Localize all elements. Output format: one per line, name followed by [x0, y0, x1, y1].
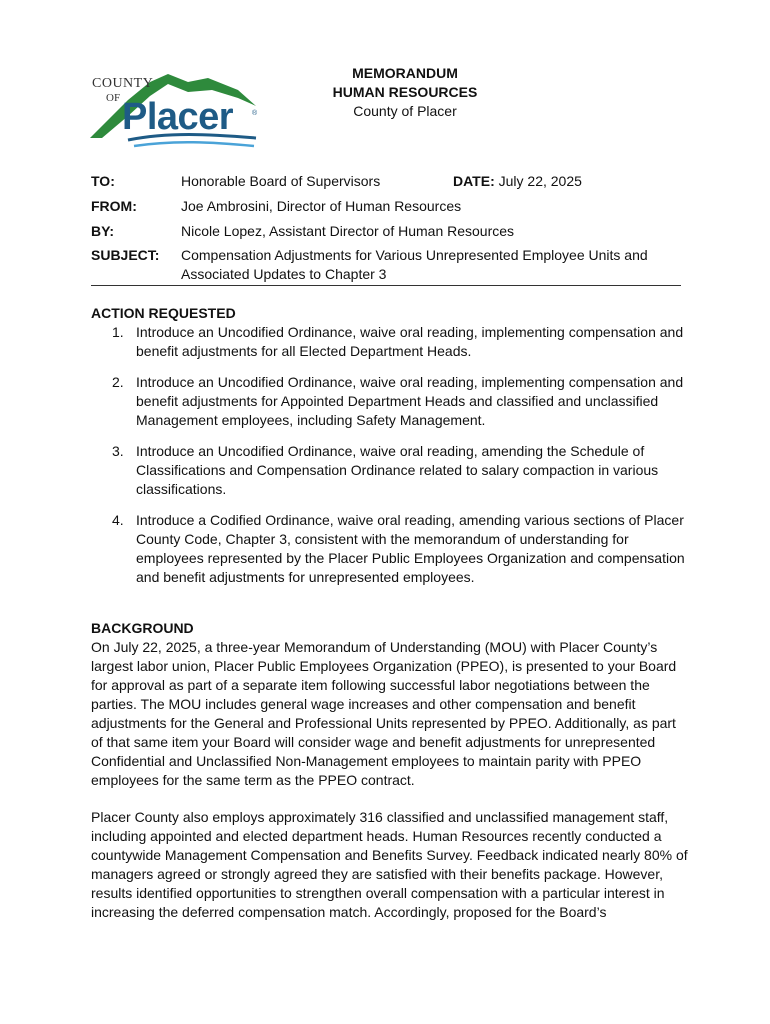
logo-placer-text: Placer	[122, 96, 234, 138]
county-subtitle: County of Placer	[353, 103, 457, 119]
action-item-text: Introduce an Uncodified Ordinance, waive oral reading, amending the Schedule of Classifications and Compensation Ordinance related to salary compaction in various classifications.	[136, 443, 659, 497]
action-item-number: 1.	[112, 324, 124, 340]
background-paragraph-2: Placer County also employs approximately 316 classified and unclassified management staff, including appointed and elected department heads. Human Resources recently conducted a countywide Management Compensation and Benefits Survey. Feedback indicated nearly 80% of managers agreed or strongly agreed they are satisfied with their benefits package. However, results identified opportunities to strengthen overall compensation with a particular interest in increasing the deferred compensation match. Accordingly, proposed for the Board’s	[91, 809, 688, 920]
action-item-text: Introduce an Uncodified Ordinance, waive oral reading, implementing compensation and benefit adjustments for all Elected Department Heads.	[136, 324, 684, 359]
logo-of-text: OF	[106, 92, 121, 104]
logo-registered-mark: ®	[252, 110, 258, 117]
action-item-number: 2.	[112, 374, 124, 390]
date-value: July 22, 2025	[498, 173, 582, 189]
background-heading: BACKGROUND	[91, 620, 194, 636]
action-item	[91, 323, 691, 361]
from-label: FROM:	[91, 198, 137, 214]
action-item	[91, 442, 691, 499]
action-item-text: Introduce a Codified Ordinance, waive oral reading, amending various sections of Placer County Code, Chapter 3, consistent with the memorandum of understanding for employees represented by the Placer Public Employees Organization and compensation and benefit adjustments for unrepresented employees.	[136, 512, 685, 585]
county-of-placer-logo	[88, 70, 260, 152]
subject-label: SUBJECT:	[91, 247, 160, 263]
action-item	[91, 511, 691, 587]
action-list	[91, 323, 691, 599]
action-item-text: Introduce an Uncodified Ordinance, waive oral reading, implementing compensation and benefit adjustments for Appointed Department Heads and classified and unclassified Management employees, including Safety Management.	[136, 374, 684, 428]
date-field	[453, 172, 582, 191]
by-value: Nicole Lopez, Assistant Director of Human Resources	[181, 223, 515, 239]
action-requested-heading: ACTION REQUESTED	[91, 305, 236, 321]
by-label: BY:	[91, 223, 115, 239]
action-item	[91, 373, 691, 430]
from-value: Joe Ambrosini, Director of Human Resources	[181, 198, 462, 214]
header-divider	[91, 285, 681, 286]
background-paragraph-1: On July 22, 2025, a three-year Memorandum of Understanding (MOU) with Placer County’s largest labor union, Placer Public Employees Organization (PPEO), is presented to your Board for approval as part of a separate item following successful labor negotiations between the parties. The MOU includes general wage increases and other compensation and benefit adjustments for the General and Professional Units represented by PPEO. Additionally, as part of that same item your Board will consider wage and benefit adjustments for unrepresented Confidential and Unclassified Non-Management employees to maintain parity with PPEO employees for the same term as the PPEO contract.	[91, 639, 677, 788]
date-label: DATE:	[453, 173, 495, 189]
subject-value: Compensation Adjustments for Various Unrepresented Employee Units and Associated Updates to Chapter 3	[181, 247, 648, 282]
to-label: TO:	[91, 173, 115, 189]
memo-header	[300, 64, 510, 121]
logo-county-text: COUNTY	[92, 76, 154, 91]
memo-title: MEMORANDUM	[352, 65, 458, 81]
to-value: Honorable Board of Supervisors	[181, 173, 381, 189]
department-title: HUMAN RESOURCES	[332, 84, 478, 100]
action-item-number: 3.	[112, 443, 124, 459]
action-item-number: 4.	[112, 512, 124, 528]
